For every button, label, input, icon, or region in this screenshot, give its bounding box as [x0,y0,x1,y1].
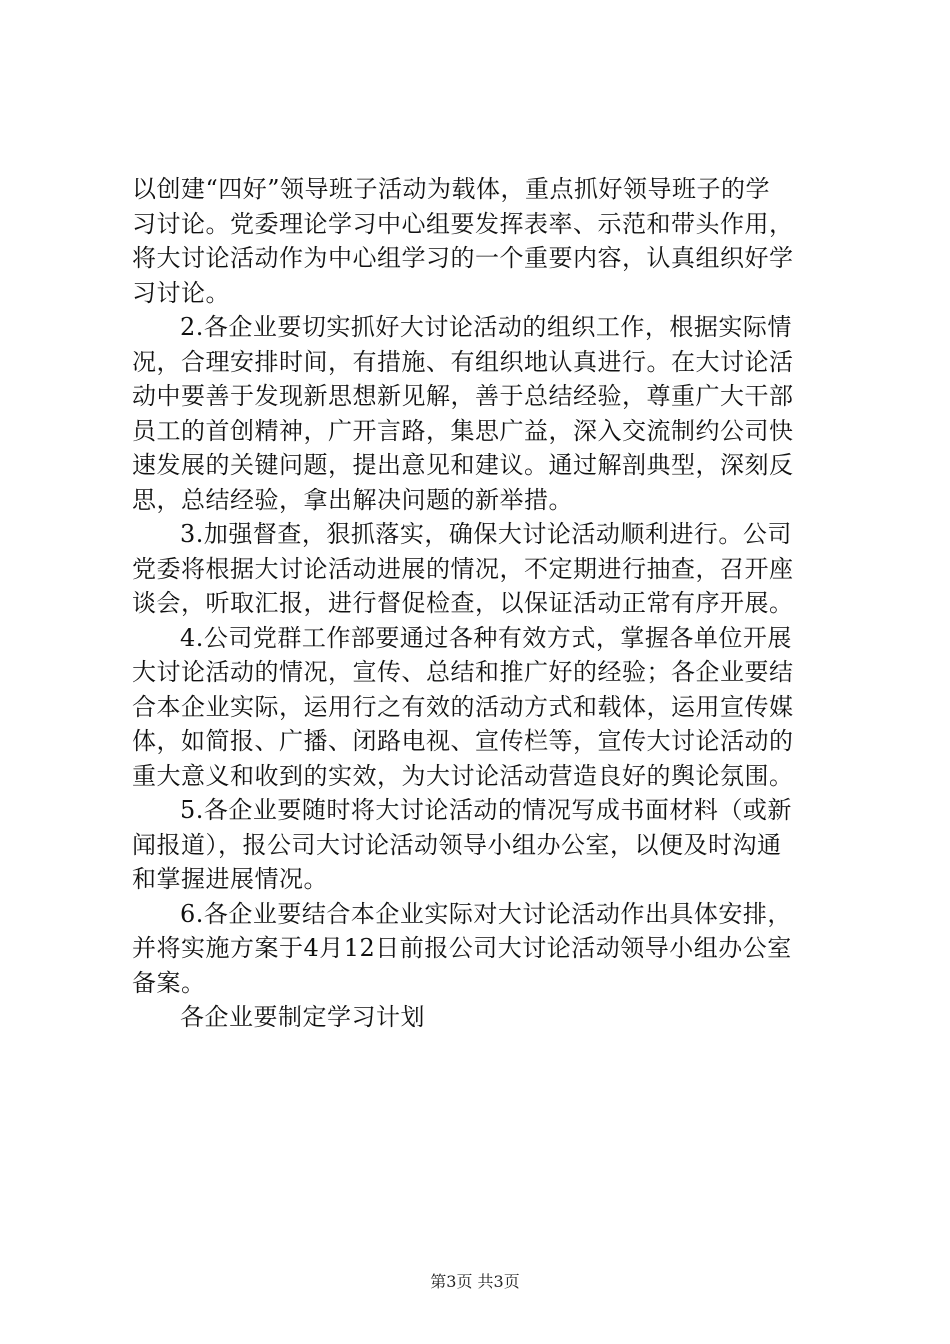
closing-line: 各企业要制定学习计划 [180,1003,425,1031]
text-line: 动中要善于发现新思想新见解，善于总结经验，尊重广大干部 [132,382,794,410]
text-line: 备案。 [132,968,206,997]
text-line: 谈会，听取汇报，进行督促检查，以保证活动正常有序开展。 [132,589,794,617]
text-line: 并将实施方案于4月12日前报公司大讨论活动领导小组办公室 [132,934,792,962]
paragraph-2-first-line: 2.各企业要切实抓好大讨论活动的组织工作，根据实际情 [180,313,792,341]
text-line: 党委将根据大讨论活动进展的情况，不定期进行抽查，召开座 [132,554,794,583]
text-line: 和掌握进展情况。 [132,865,328,893]
text-line: 习讨论。党委理论学习中心组要发挥表率、示范和带头作用， [132,209,794,238]
text-line: 体，如简报、广播、闭路电视、宣传栏等，宣传大讨论活动的 [132,727,794,755]
document-body [132,172,832,1035]
paragraph-6-first-line: 6.各企业要结合本企业实际对大讨论活动作出具体安排， [180,899,792,928]
paragraph-5-first-line: 5.各企业要随时将大讨论活动的情况写成书面材料（或新 [180,796,792,824]
text-line: 速发展的关键问题，提出意见和建议。通过解剖典型，深刻反 [132,451,794,479]
page-number-label: 第3页 共3页 [430,1272,520,1291]
text-line: 将大讨论活动作为中心组学习的一个重要内容，认真组织好学 [132,244,794,272]
page-footer [0,1272,950,1292]
text-line: 况，合理安排时间，有措施、有组织地认真进行。在大讨论活 [132,347,794,376]
text-line: 习讨论。 [132,278,230,307]
text-line: 合本企业实际，运用行之有效的活动方式和载体，运用宣传媒 [132,692,794,721]
text-line: 员工的首创精神，广开言路，集思广益，深入交流制约公司快 [132,416,794,445]
paragraph-4-first-line: 4.公司党群工作部要通过各种有效方式，掌握各单位开展 [180,623,792,652]
text-line: 闻报道），报公司大讨论活动领导小组办公室，以便及时沟通 [132,830,782,859]
paragraph-3-first-line: 3.加强督查，狠抓落实，确保大讨论活动顺利进行。公司 [180,520,792,548]
text-line: 思，总结经验，拿出解决问题的新举措。 [132,485,573,514]
text-line: 大讨论活动的情况，宣传、总结和推广好的经验；各企业要结 [132,658,794,686]
text-line: 重大意义和收到的实效，为大讨论活动营造良好的舆论氛围。 [132,761,794,790]
text-line: 以创建“四好”领导班子活动为载体，重点抓好领导班子的学 [132,175,771,203]
